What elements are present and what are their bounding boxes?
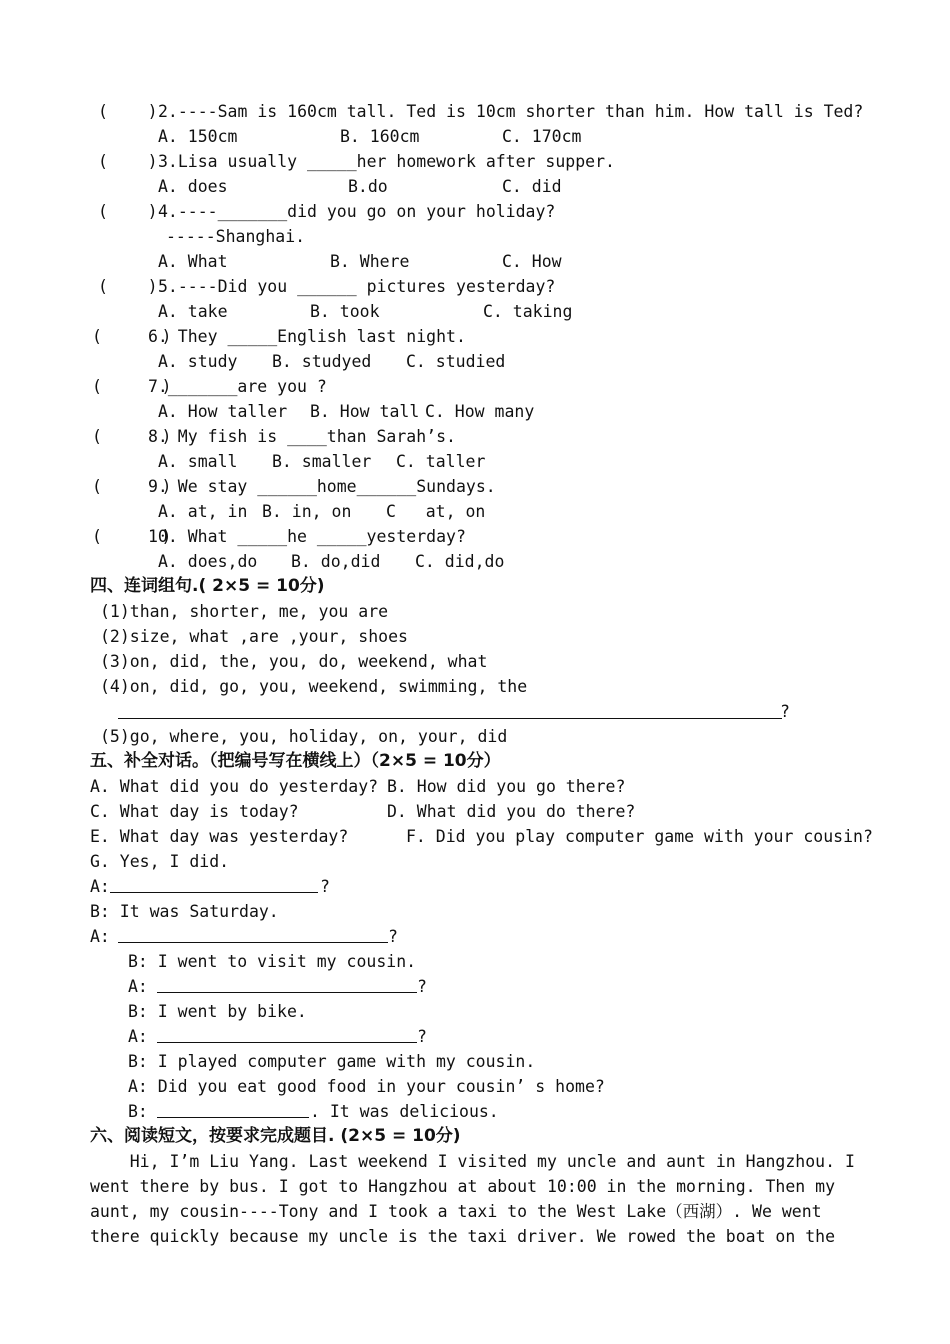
sentence-item: (5)go, where, you, holiday, on, your, did xyxy=(100,727,508,746)
question-mark: ? xyxy=(780,702,790,721)
passage-line: went there by bus. I got to Hangzhou at about 10:00 in the morning. Then my xyxy=(90,1177,836,1196)
dialogue-line: B: I played computer game with my cousin. xyxy=(128,1052,536,1071)
sentence-item: (1)than, shorter, me, you are xyxy=(100,602,389,621)
question-stem: 9. We stay ______home______Sundays. xyxy=(148,477,496,496)
question-reply: -----Shanghai. xyxy=(166,227,306,246)
answer-blank[interactable] xyxy=(157,992,417,993)
option-a: A. does,do xyxy=(158,552,258,571)
question-stem: 7._______are you ? xyxy=(148,377,327,396)
question-mark: ? xyxy=(417,1027,427,1046)
answer-blank[interactable] xyxy=(157,1117,309,1118)
answer-paren[interactable]: ( ) xyxy=(98,152,158,171)
option-b: B. in, on xyxy=(262,502,352,521)
option-b: B. smaller xyxy=(272,452,372,471)
dialogue-option-g: G. Yes, I did. xyxy=(90,852,230,871)
dialogue-line: B: I went by bike. xyxy=(128,1002,307,1021)
option-c: C. 170cm xyxy=(502,127,582,146)
option-a: A. How taller xyxy=(158,402,288,421)
answer-paren[interactable]: ( ) xyxy=(98,277,158,296)
answer-paren[interactable]: ( ) xyxy=(92,377,172,396)
sentence-item: (4)on, did, go, you, weekend, swimming, the xyxy=(100,677,528,696)
answer-paren[interactable]: ( ) xyxy=(98,102,158,121)
question-stem: 3.Lisa usually _____her homework after supper. xyxy=(158,152,615,171)
answer-paren[interactable]: ( ) xyxy=(92,327,172,346)
speaker-b: B: xyxy=(128,1102,148,1121)
speaker-a: A: xyxy=(90,877,110,896)
option-c: C. taking xyxy=(483,302,573,321)
question-stem: 4.----_______did you go on your holiday? xyxy=(158,202,556,221)
dialogue-option-e: E. What day was yesterday? xyxy=(90,827,349,846)
option-c: C. taller xyxy=(396,452,486,471)
speaker-a: A: xyxy=(128,1027,148,1046)
option-b: B. Where xyxy=(330,252,410,271)
option-a: A. take xyxy=(158,302,228,321)
question-stem: 6. They _____English last night. xyxy=(148,327,466,346)
speaker-a: A: xyxy=(128,977,148,996)
answer-paren[interactable]: ( ) xyxy=(92,527,172,546)
dialogue-line: B: It was Saturday. xyxy=(90,902,279,921)
dialogue-line: A: Did you eat good food in your cousin’ s home? xyxy=(128,1077,605,1096)
passage-line: Hi, I’m Liu Yang. Last weekend I visited my uncle and aunt in Hangzhou. I xyxy=(90,1152,855,1171)
option-a: A. at, in xyxy=(158,502,248,521)
section-heading-5: 五、补全对话。（把编号写在横线上）（2×5 = 10分） xyxy=(90,751,501,771)
dialogue-line: B: I went to visit my cousin. xyxy=(128,952,417,971)
answer-blank[interactable] xyxy=(118,718,782,719)
option-c: C at, on xyxy=(386,502,486,521)
dialogue-option-d: D. What did you do there? xyxy=(387,802,636,821)
question-mark: ? xyxy=(320,877,330,896)
dialogue-option-f: F. Did you play computer game with your cousin? xyxy=(406,827,873,846)
option-c: C. did,do xyxy=(415,552,505,571)
option-b: B. took xyxy=(310,302,380,321)
option-c: C. How xyxy=(502,252,562,271)
section-heading-4: 四、连词组句.( 2×5 = 10分) xyxy=(90,576,325,596)
option-c: C. How many xyxy=(425,402,535,421)
speaker-a: A: xyxy=(90,927,110,946)
option-c: C. studied xyxy=(406,352,506,371)
answer-paren[interactable]: ( ) xyxy=(92,477,172,496)
dialogue-option-c: C. What day is today? xyxy=(90,802,299,821)
option-b: B.do xyxy=(348,177,388,196)
option-a: A. 150cm xyxy=(158,127,238,146)
option-b: B. 160cm xyxy=(340,127,420,146)
dialogue-line: . It was delicious. xyxy=(310,1102,499,1121)
answer-blank[interactable] xyxy=(118,942,388,943)
question-mark: ? xyxy=(388,927,398,946)
question-stem: 2.----Sam is 160cm tall. Ted is 10cm shorter than him. How tall is Ted? xyxy=(158,102,864,121)
answer-blank[interactable] xyxy=(157,1042,417,1043)
dialogue-option-a: A. What did you do yesterday? xyxy=(90,777,379,796)
option-a: A. study xyxy=(158,352,238,371)
sentence-item: (2)size, what ,are ,your, shoes xyxy=(100,627,408,646)
passage-line: there quickly because my uncle is the taxi driver. We rowed the boat on the xyxy=(90,1227,836,1246)
option-a: A. does xyxy=(158,177,228,196)
passage-line: aunt, my cousin----Tony and I took a taxi to the West Lake（西湖）. We went xyxy=(90,1202,822,1221)
answer-paren[interactable]: ( ) xyxy=(98,202,158,221)
question-stem: 10. What _____he _____yesterday? xyxy=(148,527,466,546)
question-stem: 8. My fish is ____than Sarah’s. xyxy=(148,427,456,446)
question-stem: 5.----Did you ______ pictures yesterday? xyxy=(158,277,556,296)
answer-paren[interactable]: ( ) xyxy=(92,427,172,446)
option-b: B. studyed xyxy=(272,352,372,371)
option-c: C. did xyxy=(502,177,562,196)
answer-blank[interactable] xyxy=(110,892,318,893)
option-a: A. small xyxy=(158,452,238,471)
sentence-item: (3)on, did, the, you, do, weekend, what xyxy=(100,652,488,671)
option-a: A. What xyxy=(158,252,228,271)
dialogue-option-b: B. How did you go there? xyxy=(387,777,626,796)
section-heading-6: 六、阅读短文，按要求完成题目. (2×5 = 10分) xyxy=(90,1126,461,1146)
option-b: B. How tall xyxy=(310,402,420,421)
option-b: B. do,did xyxy=(291,552,381,571)
question-mark: ? xyxy=(417,977,427,996)
